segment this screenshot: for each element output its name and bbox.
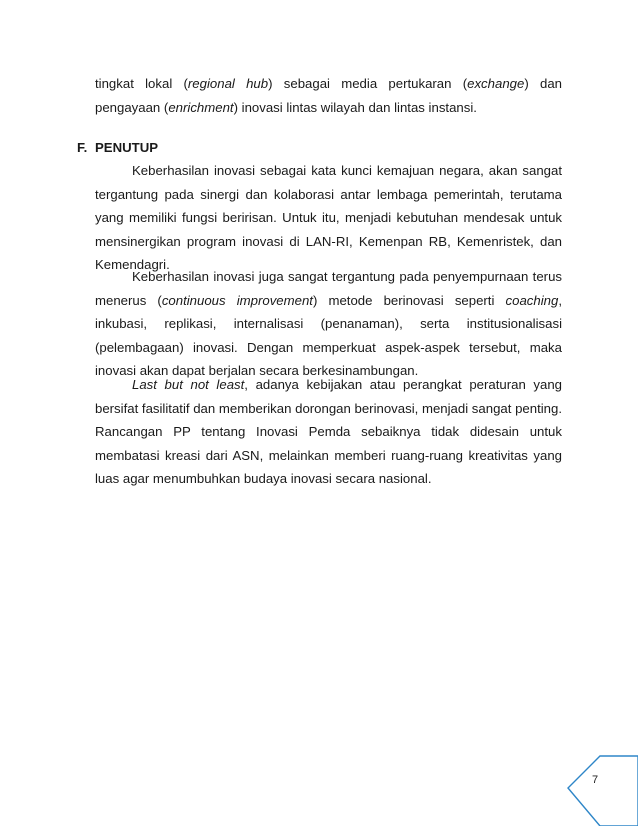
- paragraph-conclusion-3: [95, 373, 562, 491]
- page-number: 7: [592, 774, 599, 786]
- section-letter: F.: [77, 140, 88, 155]
- italic-term: regional hub: [187, 76, 269, 91]
- italic-term: exchange: [467, 76, 525, 91]
- italic-term: continuous improvement: [161, 292, 313, 308]
- italic-term: enrichment: [168, 99, 234, 115]
- section-heading: [77, 136, 158, 159]
- page-number-badge-icon: [560, 752, 638, 826]
- text-run: ) metode berinovasi seperti: [312, 292, 506, 308]
- text-run: ) inovasi lintas wilayah dan lintas instansi.: [233, 99, 477, 115]
- paragraph-conclusion-1: Keberhasilan inovasi sebagai kata kunci kemajuan negara, akan sangat tergantung pada sinergi dan kolaborasi antar lembaga pemerintah, terutama yang memiliki fungsi beririsan. Untuk itu, menjadi kebutuhan mendesak untuk mensinergikan program inovasi di LAN-RI, Kemenpan RB, Kemenristek, dan Kemendagri.: [95, 163, 562, 272]
- paragraph-continuation: [95, 72, 562, 119]
- text-run: ) dan pengayaan (: [95, 76, 562, 115]
- text-run: , adanya kebijakan atau perangkat peraturan yang bersifat fasilitatif dan memberikan dorongan berinovasi, menjadi sangat penting. Rancangan PP tentang Inovasi Pemda sebaiknya tidak didesain untuk membatasi kreasi dari ASN, melainkan memberi ruang-ruang kreativitas yang luas agar menumbuhkan budaya inovasi secara nasional.: [95, 377, 562, 486]
- text-run: Keberhasilan inovasi juga sangat tergantung pada penyempurnaan terus menerus (: [95, 269, 562, 308]
- italic-term: Last but not least: [132, 377, 245, 392]
- text-run: , inkubasi, replikasi, internalisasi (penanaman), serta institusionalisasi (pelembagaan) inovasi. Dengan memperkuat aspek-aspek tersebut, maka inovasi akan dapat berjalan secara berkesinambungan.: [95, 292, 562, 378]
- text-run: ) sebagai media pertukaran (: [268, 76, 468, 91]
- section-title: PENUTUP: [95, 140, 159, 155]
- paragraph-conclusion-2: [95, 265, 562, 383]
- italic-term: coaching: [505, 292, 559, 308]
- text-run: tingkat lokal (: [95, 76, 188, 91]
